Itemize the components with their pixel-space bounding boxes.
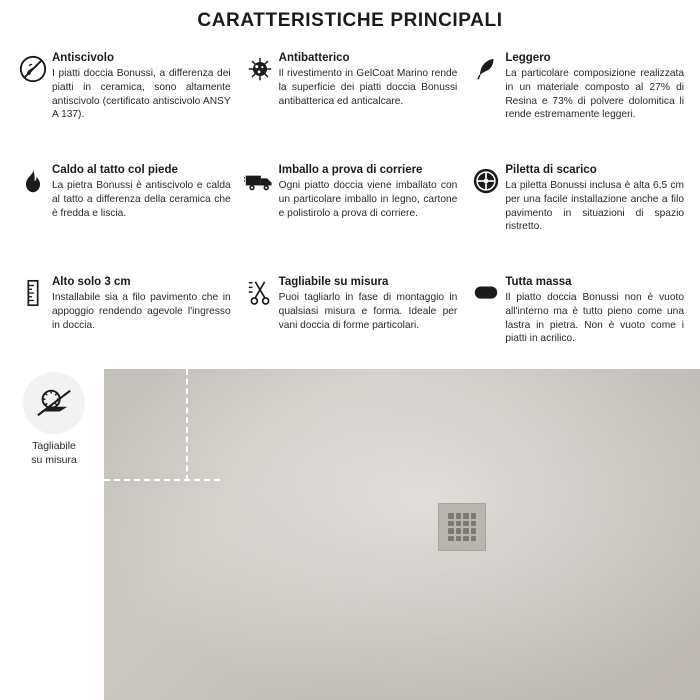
feature-title: Piletta di scarico	[505, 164, 597, 176]
feature-imballo	[241, 156, 460, 268]
feather-icon	[469, 52, 503, 88]
flame-icon	[16, 164, 50, 200]
feature-caldo-al-tatto	[14, 156, 233, 268]
feature-body: La pietra Bonussi è antiscivolo e calda al tatto a differenza della ceramica che è fredda e liscia.	[52, 180, 231, 219]
feature-leggero	[467, 44, 686, 156]
feature-title: Antibatterico	[278, 52, 350, 64]
badge-label-line2: su misura	[31, 453, 77, 466]
feature-body: Ogni piatto doccia viene imballato con un particolare imballo in legno, cartone e polistirolo a prova di corriere.	[278, 180, 458, 219]
no-slip-icon	[16, 52, 50, 88]
cut-guide-horizontal	[104, 479, 220, 481]
badge-label-line1: Tagliabile	[32, 440, 76, 452]
feature-body: La particolare composizione realizzata in un materiale composto al 27% di Resina e 73% di polvere dolomitica li rende estremamente leggeri.	[505, 68, 684, 121]
feature-title: Caldo al tatto col piede	[52, 164, 178, 176]
feature-title: Antiscivolo	[52, 52, 114, 64]
feature-body: Il piatto doccia Bonussi non è vuoto all'interno ma è tutto pieno come una lastra in pietra. Non è vuoto come i piatti in acrilico.	[505, 292, 684, 345]
feature-title: Alto solo 3 cm	[52, 276, 131, 288]
feature-alto-3cm	[14, 268, 233, 380]
feature-antibatterico	[241, 44, 460, 156]
ruler-icon	[16, 276, 50, 312]
drain-grate-icon	[469, 164, 503, 200]
feature-title: Tutta massa	[505, 276, 572, 288]
product-photo-section	[0, 366, 700, 700]
feature-title: Tagliabile su misura	[278, 276, 389, 288]
feature-title: Leggero	[505, 52, 551, 64]
cut-to-size-badge	[8, 372, 100, 467]
drain-cover	[438, 503, 486, 551]
bacteria-icon	[243, 52, 277, 88]
page-title: CARATTERISTICHE PRINCIPALI	[197, 10, 503, 31]
feature-tagliabile	[241, 268, 460, 380]
truck-icon	[243, 164, 277, 200]
feature-title: Imballo a prova di corriere	[278, 164, 423, 176]
solid-block-icon	[469, 276, 503, 312]
scissors-icon	[243, 276, 277, 312]
feature-body: Il rivestimento in GelCoat Marino rende la superficie dei piatti doccia Bonussi antibatterica ed anticalcare.	[278, 68, 458, 107]
tray-surface-texture	[104, 369, 700, 700]
cut-guide-vertical	[186, 369, 188, 481]
feature-tutta-massa	[467, 268, 686, 380]
feature-body: I piatti doccia Bonussi, a differenza dei piatti in ceramica, sono altamente antiscivolo (certificato antiscivolo ANSY A 137).	[52, 68, 231, 121]
feature-body: Puoi tagliarlo in fase di montaggio in qualsiasi misura e forma. Ideale per vani doccia di forme particolari.	[278, 292, 458, 331]
feature-body: La piletta Bonussi inclusa è alta 6,5 cm per una facile installazione anche a filo pavimento in situazioni di spazio ristretto.	[505, 180, 684, 233]
features-grid	[0, 38, 700, 380]
feature-piletta	[467, 156, 686, 268]
feature-body: Installabile sia a filo pavimento che in appoggio rendendo agevole l'ingresso in doccia.	[52, 292, 231, 331]
feature-antiscivolo	[14, 44, 233, 156]
shower-tray-image	[104, 369, 700, 700]
saw-cut-icon	[23, 372, 85, 434]
